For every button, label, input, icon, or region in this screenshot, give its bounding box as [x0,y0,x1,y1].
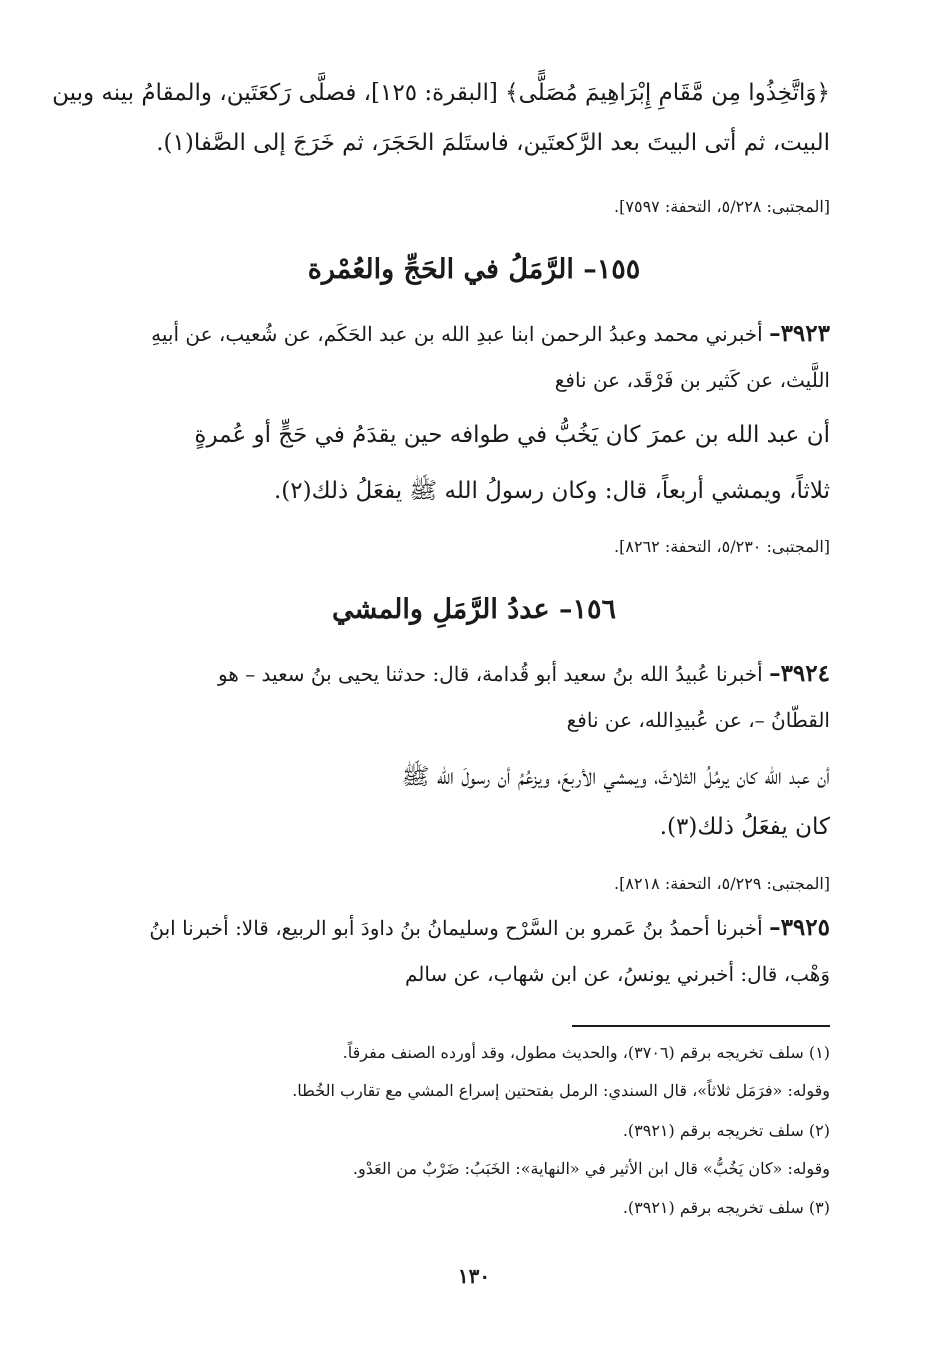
page-number: ١٣٠ [457,1264,491,1288]
hadith-3925-isnad-line-2: وَهْب، قال: أخبرني يونسُ، عن ابن شهاب، عن سالم [405,962,830,986]
source-reference-2: [المجتبى: ٥/٢٣٠، التحفة: ٨٢٦٢]. [614,537,830,556]
hadith-number-3924: ٣٩٢٤– [769,660,830,687]
hadith-3923-isnad-line-2: اللَّيث، عن كَثير بن فَرْقَد، عن نافع [554,368,830,392]
source-reference-3: [المجتبى: ٥/٢٢٩، التحفة: ٨٢١٨]. [614,874,830,893]
footnote-1: (١) سلف تخريجه برقم (٣٧٠٦)، والحديث مطول، وقد أورده الصنف مفرقاً. [342,1043,830,1062]
footnote-separator [572,1025,830,1027]
isnad-text: أخبرنا عُبيدُ الله بنُ سعيد أبو قُدامة، قال: حدثنا يحيى بنُ سعيد – هو [217,662,763,686]
hadith-3924-isnad-line-1 [118,660,830,687]
isnad-text: أخبرنا أحمدُ بنُ عَمرو بن السَّرْح وسليمانُ بنُ داودَ أبو الربيع، قالا: أخبرنا ابنُ [149,916,763,940]
chapter-heading-156: ١٥٦– عددُ الرَّمَلِ والمشي [331,594,617,625]
hadith-number-3925: ٣٩٢٥– [769,914,830,941]
footnote-1-note: وقوله: «فرَمَل ثلاثاً»، قال السندي: الرمل بفتحتين إسراع المشي مع تقارب الخُطا. [292,1081,830,1100]
footnote-3: (٣) سلف تخريجه برقم (٣٩٢١). [622,1198,830,1217]
hadith-3924-isnad-line-2: القطّانُ –، عن عُبيدِالله، عن نافع [566,708,830,732]
isnad-text: أخبرني محمد وعبدُ الرحمن ابنا عبدِ الله بن عبد الحَكَم، عن شُعيب، عن أبيهِ [151,322,763,346]
body-line-2: البيت، ثم أتى البيتَ بعد الرَّكعتَين، فاستَلمَ الحَجَرَ، ثم خَرَجَ إلى الصَّفا(١). [156,130,830,156]
hadith-3923-isnad-line-1 [118,320,830,347]
hadith-number-3923: ٣٩٢٣– [769,320,830,347]
hadith-3923-matn-line-1: أن عبد الله بن عمرَ كان يَخُبُّ في طوافه حين يقدَمُ في حَجٍّ أو عُمرةٍ [194,422,830,448]
source-reference-1: [المجتبى: ٥/٢٢٨، التحفة: ٧٥٩٧]. [614,197,830,216]
hadith-3923-matn-line-2: ثلاثاً، ويمشي أربعاً، قال: وكان رسولُ الله ﷺ يفعَلُ ذلك(٢). [273,478,830,504]
hadith-3924-matn-line-2: كان يفعَلُ ذلك(٣). [659,814,830,840]
body-line-1: ﴿وَاتَّخِذُوا مِن مَّقَامِ إِبْرَاهِيمَ مُصَلًّى﴾ [البقرة: ١٢٥]، فصلَّى رَكعَتَين، والمقامُ بينه وبين [52,80,830,106]
footnote-2: (٢) سلف تخريجه برقم (٣٩٢١). [622,1121,830,1140]
hadith-3924-matn-line-1: أن عبد الله كان يرمُلُ الثلاثَ، ويمشي الأربعَ، ويزعُمُ أن رسولَ الله ﷺ [401,764,830,790]
chapter-heading-155: ١٥٥– الرَّمَلُ في الحَجِّ والعُمْرة [307,254,641,285]
footnote-2-note: وقوله: «كان يَخُبُّ» قال ابن الأثير في «النهاية»: الخَبَبُ: ضَرْبٌ من العَدْو. [352,1159,830,1178]
hadith-3925-isnad-line-1 [118,914,830,941]
